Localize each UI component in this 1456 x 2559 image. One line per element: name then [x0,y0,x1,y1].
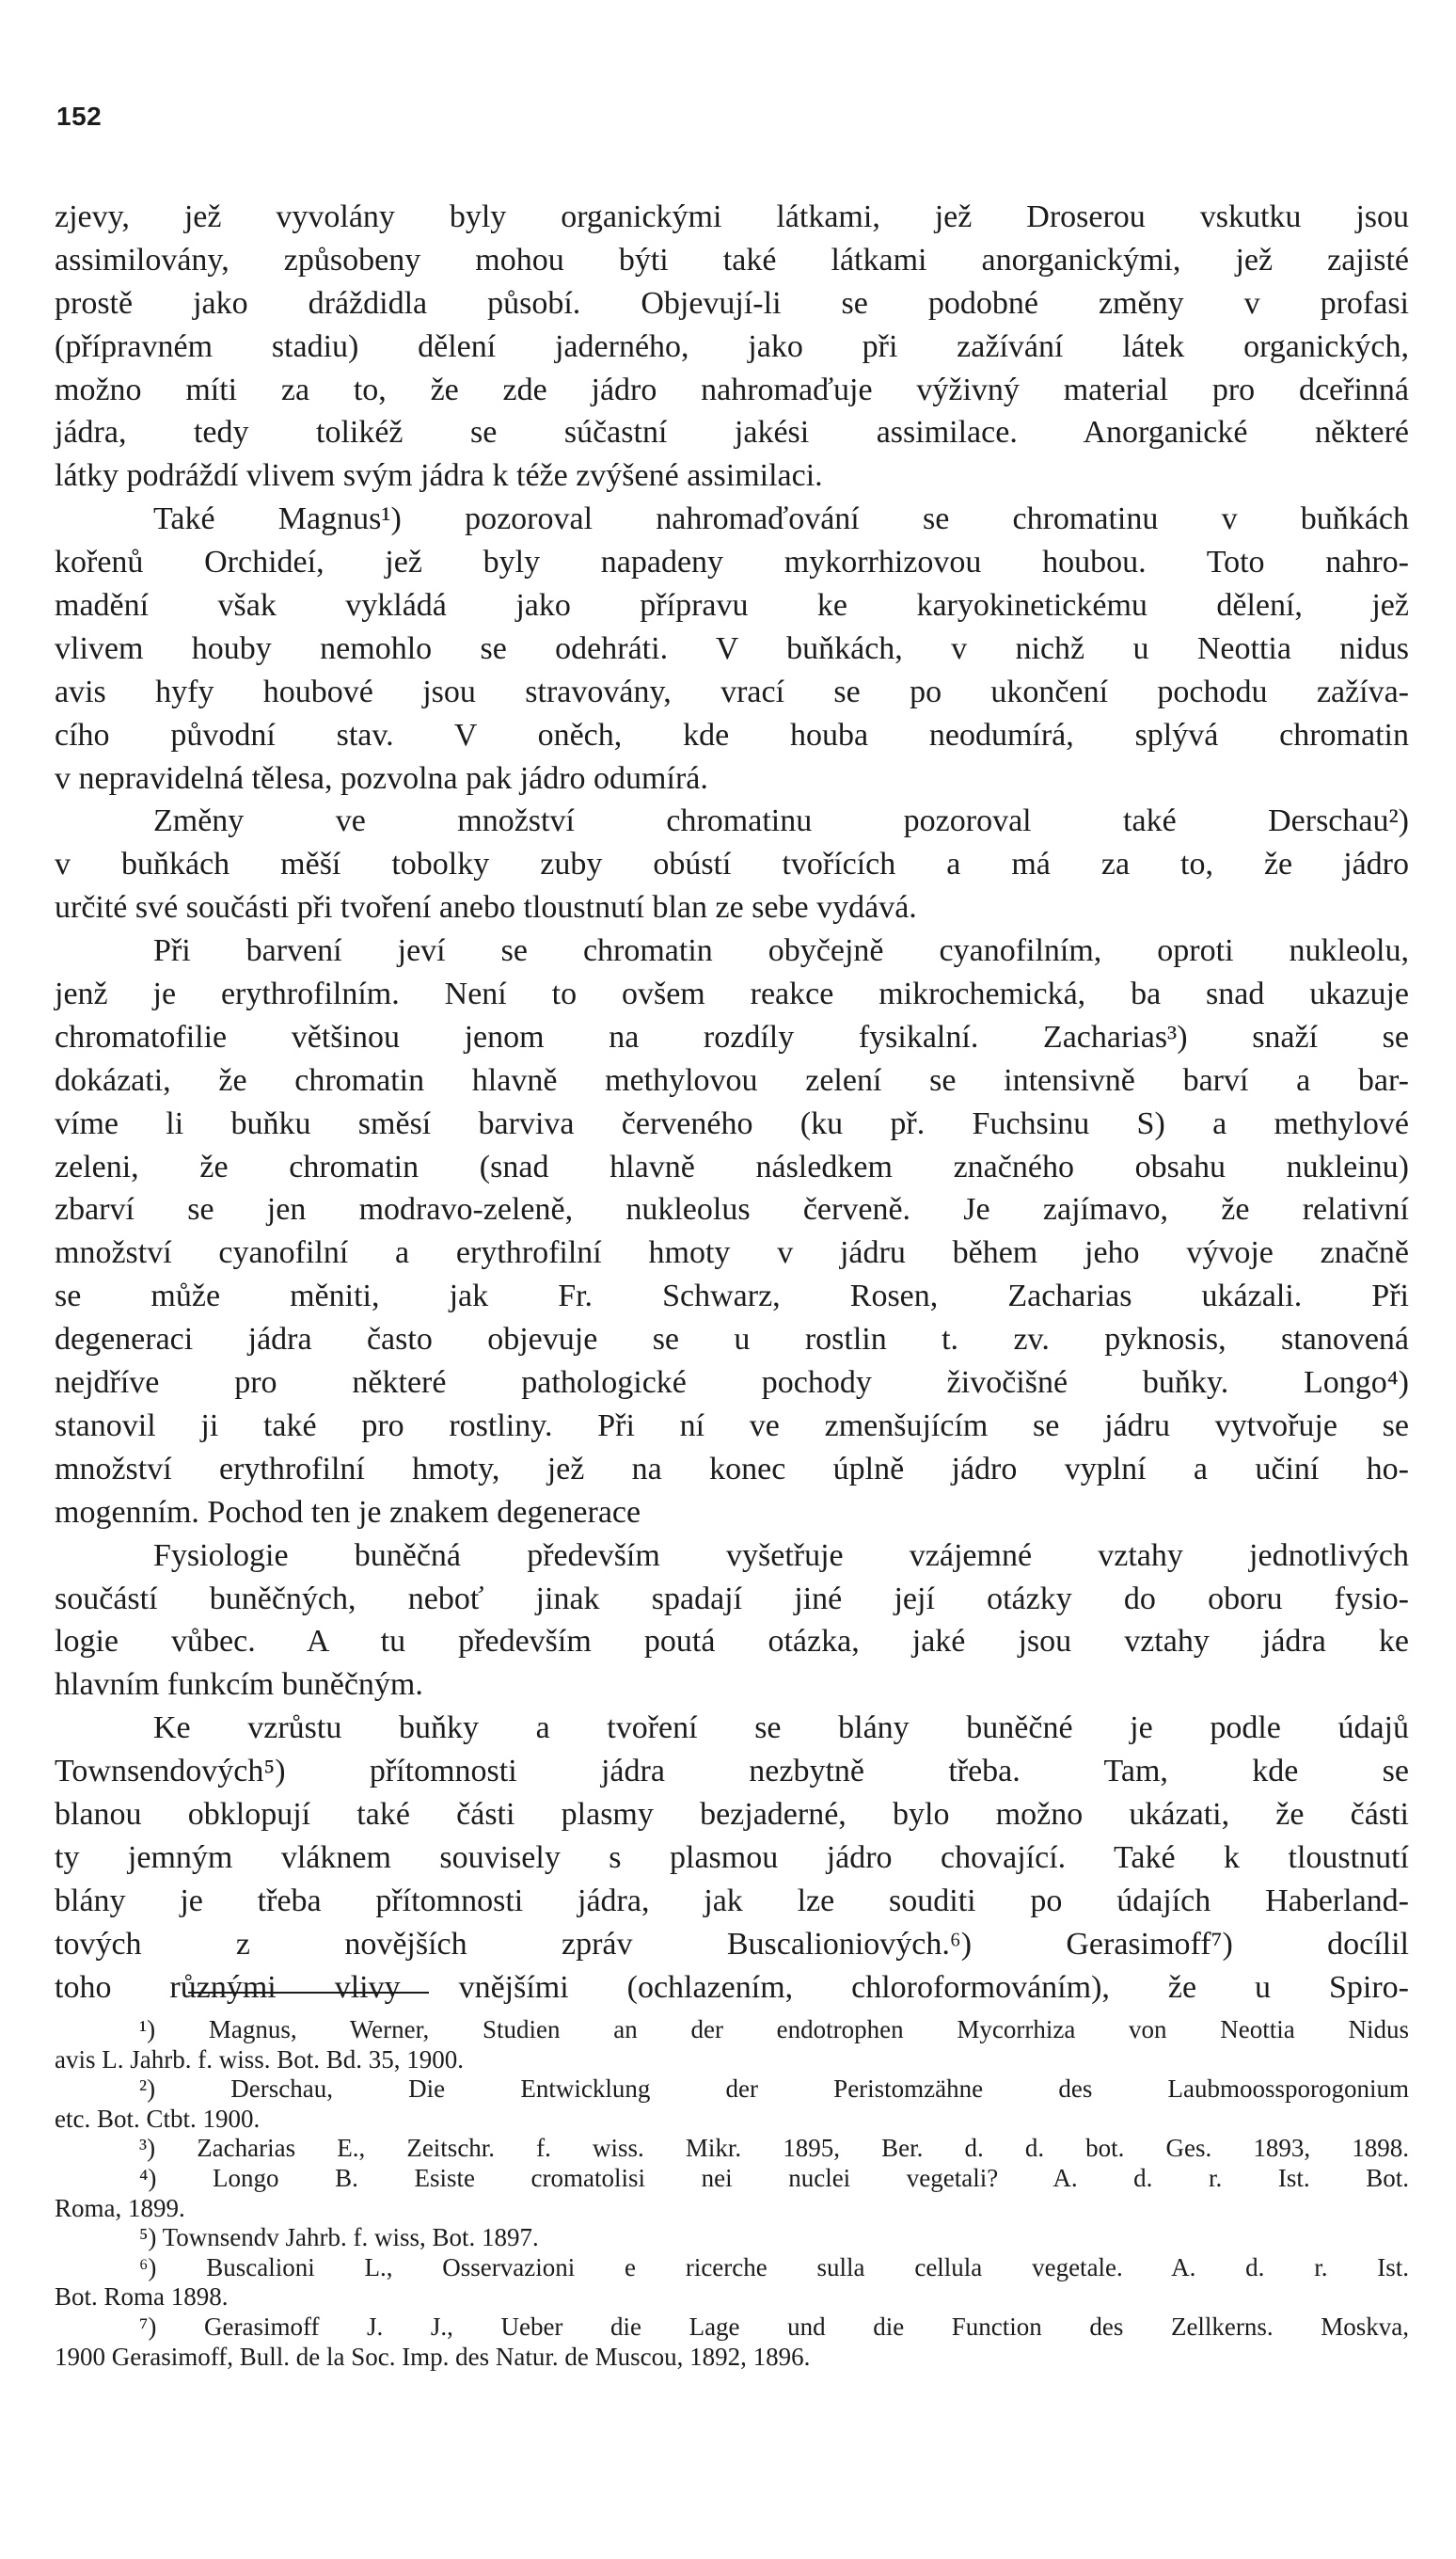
text-line: assimilovány, způsobeny mohou býti také látkami anorganickými, jež zajisté [55,242,1409,278]
footnote-line: etc. Bot. Ctbt. 1900. [55,2104,261,2133]
footnote-line: avis L. Jahrb. f. wiss. Bot. Bd. 35, 1900. [55,2044,464,2074]
text-line: nejdříve pro některé pathologické pochody živočišné buňky. Longo⁴) [55,1365,1409,1401]
footnote-line: ²) Derschau, Die Entwicklung der Peristomzähne des Laubmoossporogonium [139,2074,1409,2104]
text-line: víme li buňku směsí barviva červeného (ku př. Fuchsinu S) a methylové [55,1105,1409,1141]
text-line: určité své součásti při tvoření anebo tloustnutí blan ze sebe vydává. [55,890,917,926]
text-line: Změny ve množství chromatinu pozoroval také Derschau²) [153,803,1409,839]
text-line: zjevy, jež vyvolány byly organickými látkami, jež Droserou vskutku jsou [55,199,1409,234]
text-line: madění však vykládá jako přípravu ke karyokinetickému dělení, jež [55,588,1409,624]
text-line: jenž je erythrofilním. Není to ovšem reakce mikrochemická, ba snad ukazuje [55,977,1409,1012]
text-line: jádra, tedy tolikéž se súčastní jakési assimilace. Anorganické některé [55,415,1409,451]
text-line: chromatofilie většinou jenom na rozdíly fysikalní. Zacharias³) snaží se [55,1019,1409,1055]
footnotes [55,2015,1409,2372]
text-line: blány je třeba přítomnosti jádra, jak lze souditi po údajích Haberland- [55,1883,1409,1918]
text-line: Ke vzrůstu buňky a tvoření se blány buněčné je podle údajů [153,1710,1409,1746]
text-line: možno míti za to, že zde jádro nahromaďuje výživný material pro dceřinná [55,372,1409,407]
footnote-line: ¹) Magnus, Werner, Studien an der endotrophen Mycorrhiza von Neottia Nidus [139,2015,1409,2043]
text-line: avis hyfy houbové jsou stravovány, vrací se po ukončení pochodu zažíva- [55,674,1409,709]
text-line: tových z novějších zpráv Buscalioniových.⁶) Gerasimoff⁷) docílil [55,1926,1409,1962]
footnote-line: ⁵) Townsendv Jahrb. f. wiss, Bot. 1897. [139,2223,539,2252]
text-line: Při barvení jeví se chromatin obyčejně cyanofilním, oproti nukleolu, [153,933,1409,969]
text-line: prostě jako dráždidla působí. Objevují-li se podobné změny v profasi [55,285,1409,321]
text-line: látky podráždí vlivem svým jádra k téže zvýšené assimilaci. [55,458,823,494]
page-number: 152 [56,102,103,131]
text-line: logie vůbec. A tu především poutá otázka, jaké jsou vztahy jádra ke [55,1624,1409,1660]
body-text [55,196,1409,2009]
text-line: stanovil ji také pro rostliny. Při ní ve zmenšujícím se jádru vytvořuje se [55,1407,1409,1443]
text-line: degeneraci jádra často objevuje se u rostlin t. zv. pyknosis, stanovená [55,1322,1409,1358]
footnote-line: Bot. Roma 1898. [55,2282,229,2312]
text-line: vlivem houby nemohlo se odehráti. V buňkách, v nichž u Neottia nidus [55,630,1409,666]
text-line: množství cyanofilní a erythrofilní hmoty v jádru během jeho vývoje značně [55,1235,1409,1271]
text-line: ty jemným vláknem souvisely s plasmou jádro chovající. Také k tloustnutí [55,1839,1409,1875]
text-line: v nepravidelná tělesa, pozvolna pak jádro odumírá. [55,760,708,796]
footnote-line: ⁷) Gerasimoff J. J., Ueber die Lage und die Function des Zellkerns. Moskva, [139,2312,1409,2341]
text-line: Townsendových⁵) přítomnosti jádra nezbytně třeba. Tam, kde se [55,1754,1409,1789]
footnote-line: ⁴) Longo B. Esiste cromatolisi nei nuclei vegetali? A. d. r. Ist. Bot. [139,2163,1409,2192]
text-line: součástí buněčných, neboť jinak spadají jiné její otázky do oboru fysio- [55,1581,1409,1616]
footnote-separator [188,1992,429,1994]
text-line: v buňkách měší tobolky zuby obústí tvořících a má za to, že jádro [55,847,1409,882]
text-line: mogenním. Pochod ten je znakem degenerace [55,1494,641,1530]
text-line: zbarví se jen modravo-zeleně, nukleolus červeně. Je zajímavo, že relativní [55,1192,1409,1228]
footnote-line: ³) Zacharias E., Zeitschr. f. wiss. Mikr. 1895, Ber. d. d. bot. Ges. 1893, 1898. [139,2134,1409,2163]
text-line: toho různými vlivy vnějšími (ochlazením, chloroformováním), že u Spiro- [55,1969,1409,2005]
text-line: Fysiologie buněčná především vyšetřuje vzájemné vztahy jednotlivých [153,1537,1409,1573]
footnote-line: Roma, 1899. [55,2193,185,2222]
text-line: zeleni, že chromatin (snad hlavně následkem značného obsahu nukleinu) [55,1149,1409,1184]
footnote-line: 1900 Gerasimoff, Bull. de la Soc. Imp. des Natur. de Muscou, 1892, 1896. [55,2342,811,2371]
text-line: blanou obklopují také části plasmy bezjaderné, bylo možno ukázati, že části [55,1796,1409,1832]
footnote-line: ⁶) Buscalioni L., Osservazioni e ricerche sulla cellula vegetale. A. d. r. Ist. [139,2252,1409,2281]
text-line: cího původní stav. V oněch, kde houba neodumírá, splývá chromatin [55,717,1409,753]
text-line: hlavním funkcím buněčným. [55,1667,423,1703]
text-line: se může měniti, jak Fr. Schwarz, Rosen, Zacharias ukázali. Při [55,1279,1409,1314]
text-line: dokázati, že chromatin hlavně methylovou zelení se intensivně barví a bar- [55,1062,1409,1098]
text-line: kořenů Orchideí, jež byly napadeny mykorrhizovou houbou. Toto nahro- [55,545,1409,580]
text-line: (přípravném stadiu) dělení jaderného, jako při zažívání látek organických, [55,328,1409,364]
text-line: Také Magnus¹) pozoroval nahromaďování se chromatinu v buňkách [153,501,1409,537]
text-line: množství erythrofilní hmoty, jež na konec úplně jádro vyplní a učiní ho- [55,1451,1409,1486]
